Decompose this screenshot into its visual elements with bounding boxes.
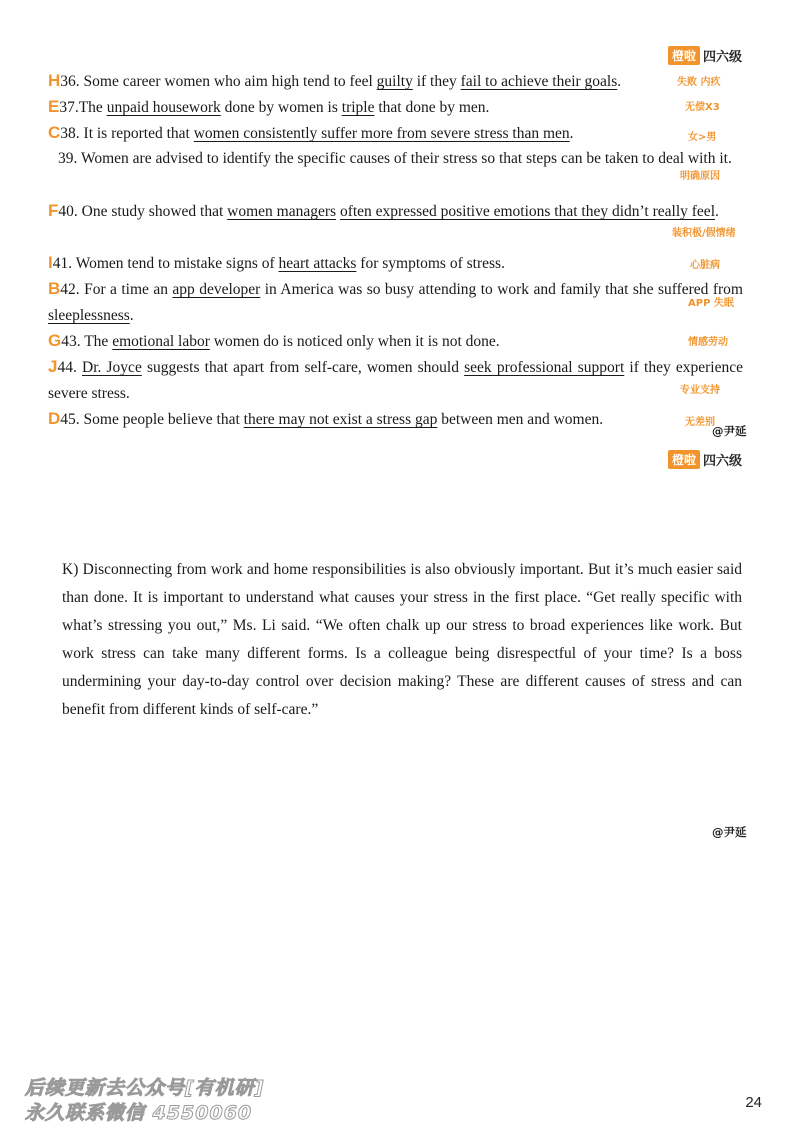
question-text: suggests that apart from self-care, women should <box>141 359 465 376</box>
note-39: 明确原因 <box>680 171 720 182</box>
underlined-phrase: triple <box>341 99 375 116</box>
underlined-phrase: women managers <box>227 203 337 220</box>
question-36 <box>48 68 743 95</box>
signature-bottom: @尹延 <box>712 825 747 839</box>
header-brand-2 <box>668 450 742 469</box>
paragraph-k: K) Disconnecting from work and home responsibilities is also obviously important. But it’s much easier said than done. It is important to understand what causes your stress in the first place. “Get really specific with what’s stressing you out,” Ms. Li said. “We often chalk up our stress to broad experiences like work. But work stress can take many different forms. Is a colleague being disrespectful of your time? Is a boss undermining your day-to-day control over decision making? These are different causes of stress and can benefit from different kinds of self-care.” <box>62 561 742 718</box>
watermark-line-1: 后续更新去公众号[有机研] <box>25 1077 265 1099</box>
question-number: 40. <box>58 203 78 220</box>
question-text: in America was so busy attending to work and family that she suffered from <box>260 281 743 298</box>
note-43: 情感劳动 <box>688 337 728 348</box>
answer-letter: B <box>48 279 61 298</box>
brand-level: 四六级 <box>702 50 742 65</box>
question-number: 36. <box>60 73 80 90</box>
watermark <box>25 1076 264 1126</box>
signature-top: @尹延 <box>712 424 747 438</box>
underlined-phrase: often expressed positive emotions that they didn’t really feel <box>339 203 715 220</box>
answer-letter: G <box>48 331 62 350</box>
question-number: 37. <box>59 99 79 116</box>
question-number: 43. <box>61 333 81 350</box>
answer-letter: I <box>48 253 53 272</box>
underlined-phrase: there may not exist a stress gap <box>243 411 438 428</box>
underlined-phrase: app developer <box>172 281 261 298</box>
question-text: . <box>569 125 574 142</box>
question-text: It is reported that <box>79 125 194 142</box>
note-41: 心脏病 <box>690 260 720 271</box>
underlined-phrase: fail to achieve their goals <box>460 73 618 90</box>
underlined-phrase: women consistently suffer more from severe stress than men <box>193 125 570 142</box>
question-number: 45. <box>60 411 80 428</box>
question-number: 44. <box>57 359 77 376</box>
question-43 <box>48 328 743 355</box>
answer-letter: C <box>48 123 61 142</box>
note-45: 无差别 <box>685 417 715 428</box>
question-text: For a time an <box>79 281 173 298</box>
question-text: for symptoms of stress. <box>356 255 505 272</box>
question-text: Some career women who aim high tend to feel <box>79 73 377 90</box>
underlined-phrase: seek professional support <box>464 359 625 376</box>
question-number: 41. <box>52 255 73 272</box>
answer-letter: F <box>48 201 59 220</box>
page-number: 24 <box>745 1094 762 1111</box>
question-40 <box>48 198 743 225</box>
question-text: One study showed that <box>77 203 228 220</box>
question-45 <box>48 406 743 433</box>
underlined-phrase: unpaid housework <box>106 99 221 116</box>
question-text: between men and women. <box>437 411 604 428</box>
question-text: Women tend to mistake signs of <box>72 255 279 272</box>
question-text: done by women is <box>220 99 342 116</box>
note-42: APP 失眠 <box>688 298 734 309</box>
question-39 <box>48 146 743 172</box>
answer-letter: J <box>48 357 58 376</box>
question-text: Women are advised to identify the specific causes of their stress so that steps can be taken to deal with it. <box>77 150 732 167</box>
underlined-phrase: sleeplessness <box>48 307 130 324</box>
underlined-phrase: guilty <box>376 73 413 90</box>
question-number: 42. <box>60 281 80 298</box>
question-text: that done by men. <box>374 99 490 116</box>
note-44: 专业支持 <box>680 385 720 396</box>
header-brand <box>668 46 742 65</box>
question-42 <box>48 276 743 329</box>
question-44 <box>48 354 743 407</box>
note-37: 无偿X3 <box>685 102 720 113</box>
question-text: The <box>78 99 107 116</box>
question-text: . <box>715 203 719 220</box>
question-text: women do is noticed only when it is not done. <box>209 333 500 350</box>
question-text: Some people believe that <box>79 411 244 428</box>
question-text: if they <box>412 73 461 90</box>
answer-letter: H <box>48 71 61 90</box>
brand-level-2: 四六级 <box>702 454 742 469</box>
note-36: 失败 内疚 <box>677 77 721 88</box>
question-38 <box>48 120 743 147</box>
question-number: 38. <box>60 125 80 142</box>
underlined-phrase: heart attacks <box>278 255 357 272</box>
question-text: if they experience severe stress. <box>48 359 743 402</box>
question-number: 39. <box>58 150 78 167</box>
note-40: 装积极/假情绪 <box>672 228 736 239</box>
brand-logo-2: 橙啦 <box>668 450 700 469</box>
brand-logo: 橙啦 <box>668 46 700 65</box>
question-37 <box>48 94 743 121</box>
question-text: The <box>80 333 113 350</box>
underlined-phrase: emotional labor <box>112 333 210 350</box>
note-38: 女>男 <box>688 132 717 143</box>
question-text: . <box>617 73 622 90</box>
question-text: . <box>129 307 134 324</box>
question-41 <box>48 250 743 277</box>
underlined-phrase: Dr. Joyce <box>82 359 142 376</box>
answer-letter: D <box>48 409 61 428</box>
answer-letter: E <box>48 97 60 116</box>
watermark-line-2: 永久联系微信 4550060 <box>25 1102 253 1124</box>
